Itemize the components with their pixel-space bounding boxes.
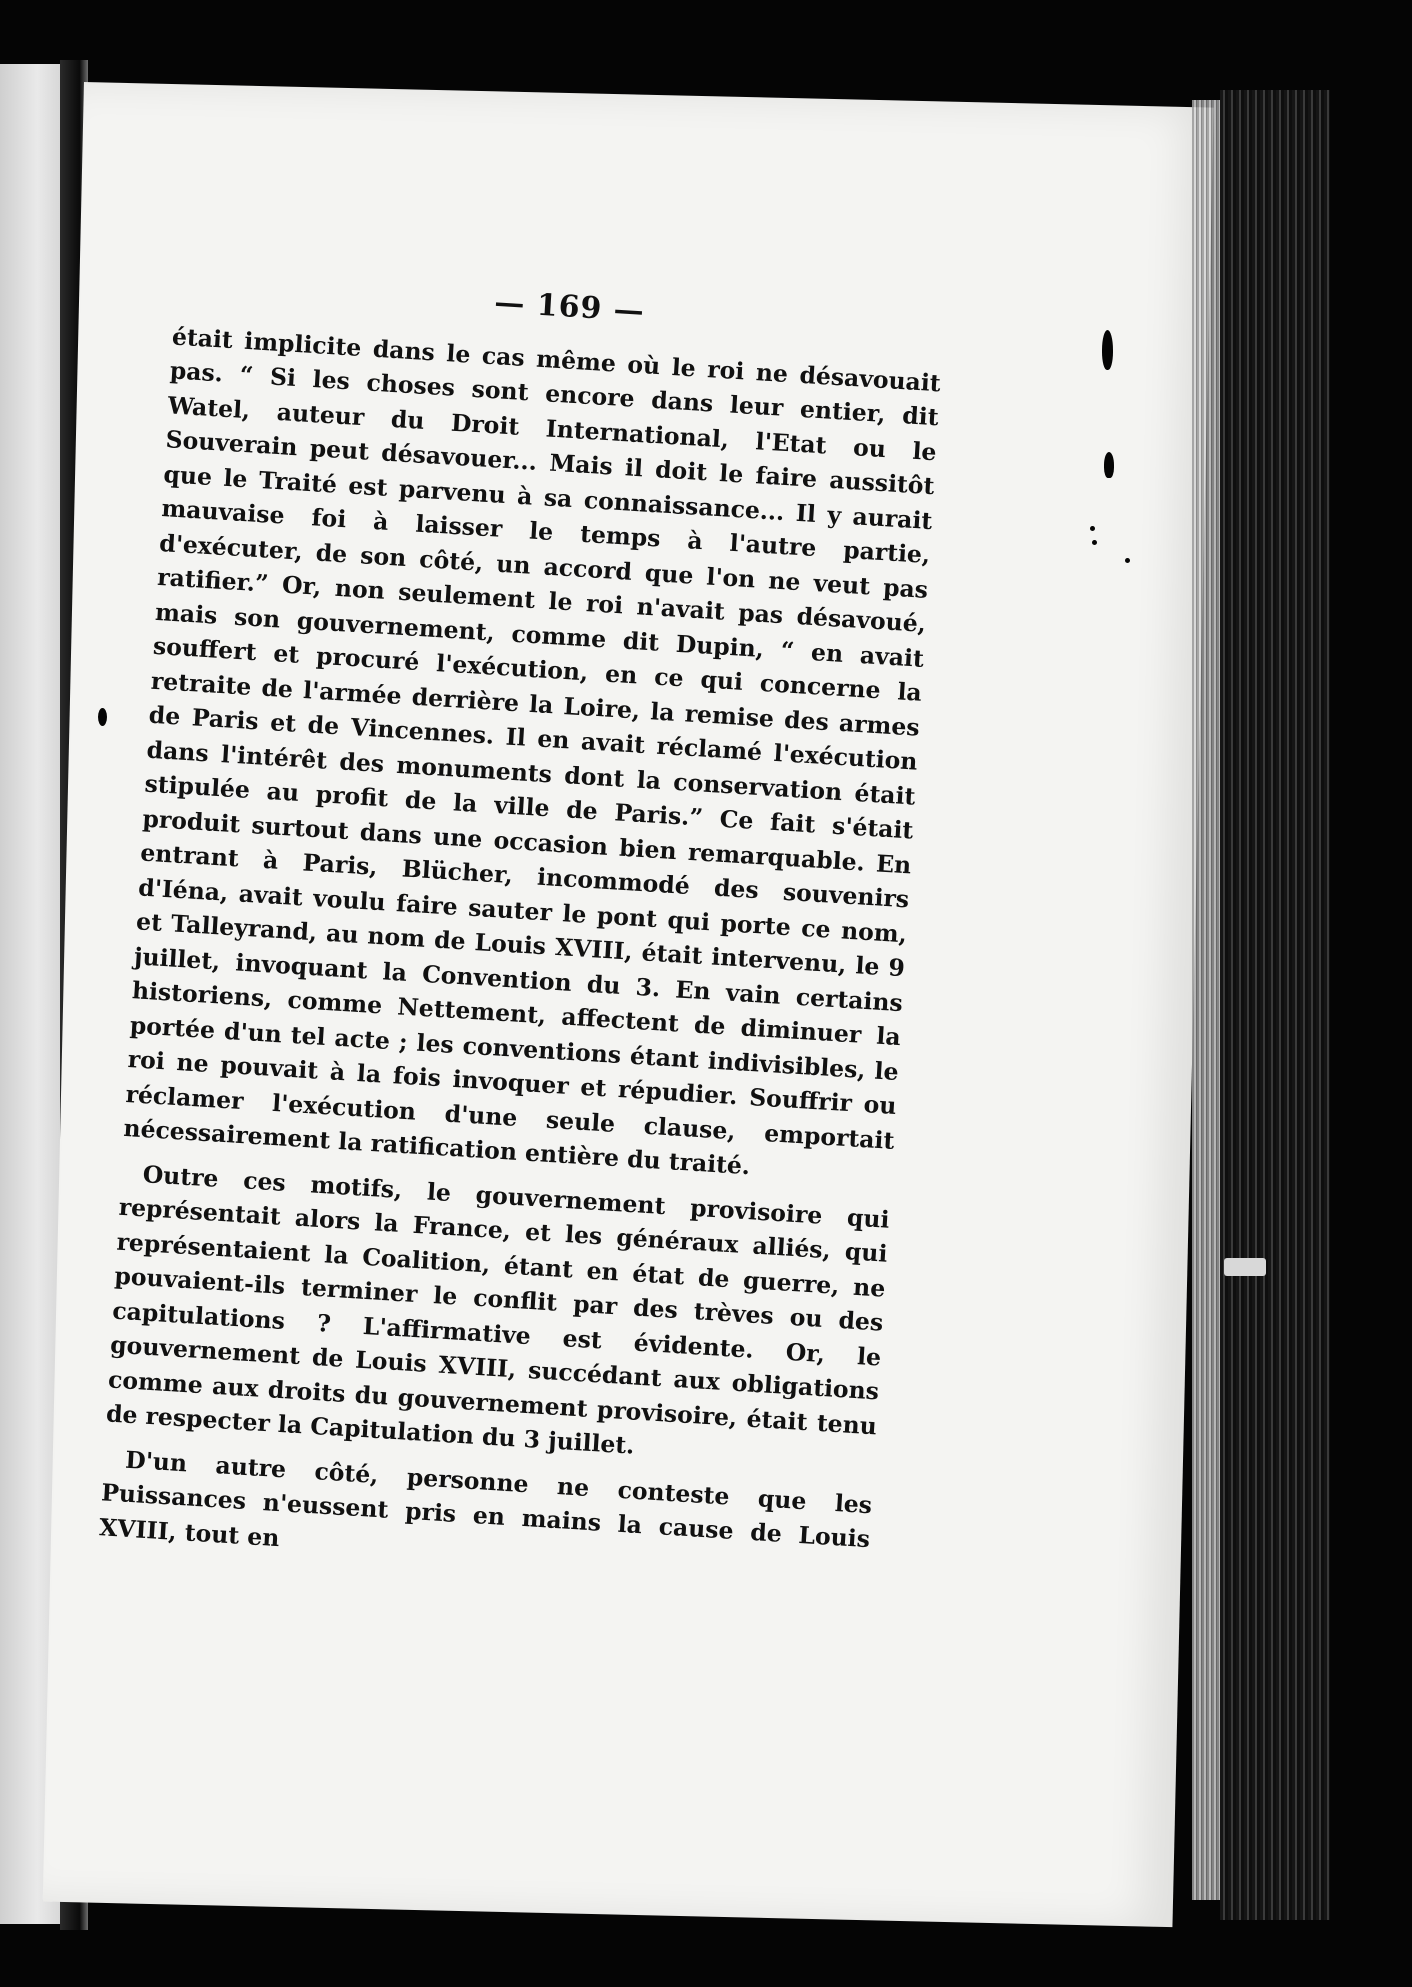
ink-mark — [1092, 540, 1097, 545]
page-number: — 169 — — [493, 285, 646, 330]
paragraph: D'un autre côté, personne ne conteste que les Puissances n'eussent pris en mains la cause de Louis XVIII, tout en — [98, 1445, 873, 1554]
spine-label — [1224, 1258, 1266, 1276]
paragraph: était implicite dans le cas même où le roi ne désavouait pas. “ Si les choses sont encore dans leur entier, dit Watel, auteur du Droit International, l'Etat ou le Souverain peut désavouer... Mais il doit le faire aussitôt que le Traité est parvenu à sa connaissance... Il y aurait mauvaise foi à laisser le temps à l'autre partie, d'exécuter, de son côté, un accord que l'on ne veut pas ratifier.” Or, non seulement le roi n'avait pas désavoué, mais son gouvernement, comme dit Dupin, “ en avait souffert et procuré l'exécution, en ce qui concerne la retraite de l'armée derrière la Loire, la remise des armes de Paris et de Vincennes. Il en avait réclamé l'exécution dans l'intérêt des monuments dont la conservation était stipulée au profit de la ville de Paris.” Ce fait s'était produit surtout dans une occasion bien remarquable. En entrant à Paris, Blücher, incommodé des souvenirs d'Iéna, avait voulu faire sauter le pont qui porte ce nom, et Talleyrand, au nom de Louis XVIII, était intervenu, le 9 juillet, invoquant la Convention du 3. En vain certains historiens, comme Nettement, affectent de diminuer la portée d'un tel acte ; les conventions étant indivisibles, le roi ne pouvait à la fois invoquer et répudier. Souffrir ou réclamer l'exécution d'une seule clause, emportait nécessairement la ratification entière du traité. — [122, 321, 942, 1181]
ink-mark — [1102, 330, 1113, 370]
ink-mark — [1090, 526, 1095, 531]
ink-mark — [98, 708, 107, 726]
paragraph: Outre ces motifs, le gouvernement provisoire qui représentait alors la France, et les généraux alliés, qui représentaient la Coalition, étant en état de guerre, ne pouvaient-ils terminer le conflit par des trèves ou des capitulations ? L'affirmative est évidente. Or, le gouvernement de Louis XVIII, succédant aux obligations comme aux droits du gouvernement provisoire, était tenu de respecter la Capitulation du 3 juillet. — [105, 1159, 891, 1460]
book-spine — [1220, 90, 1330, 1920]
ink-mark — [1125, 558, 1130, 563]
ink-mark — [1104, 452, 1114, 478]
page-text — [98, 276, 945, 1601]
